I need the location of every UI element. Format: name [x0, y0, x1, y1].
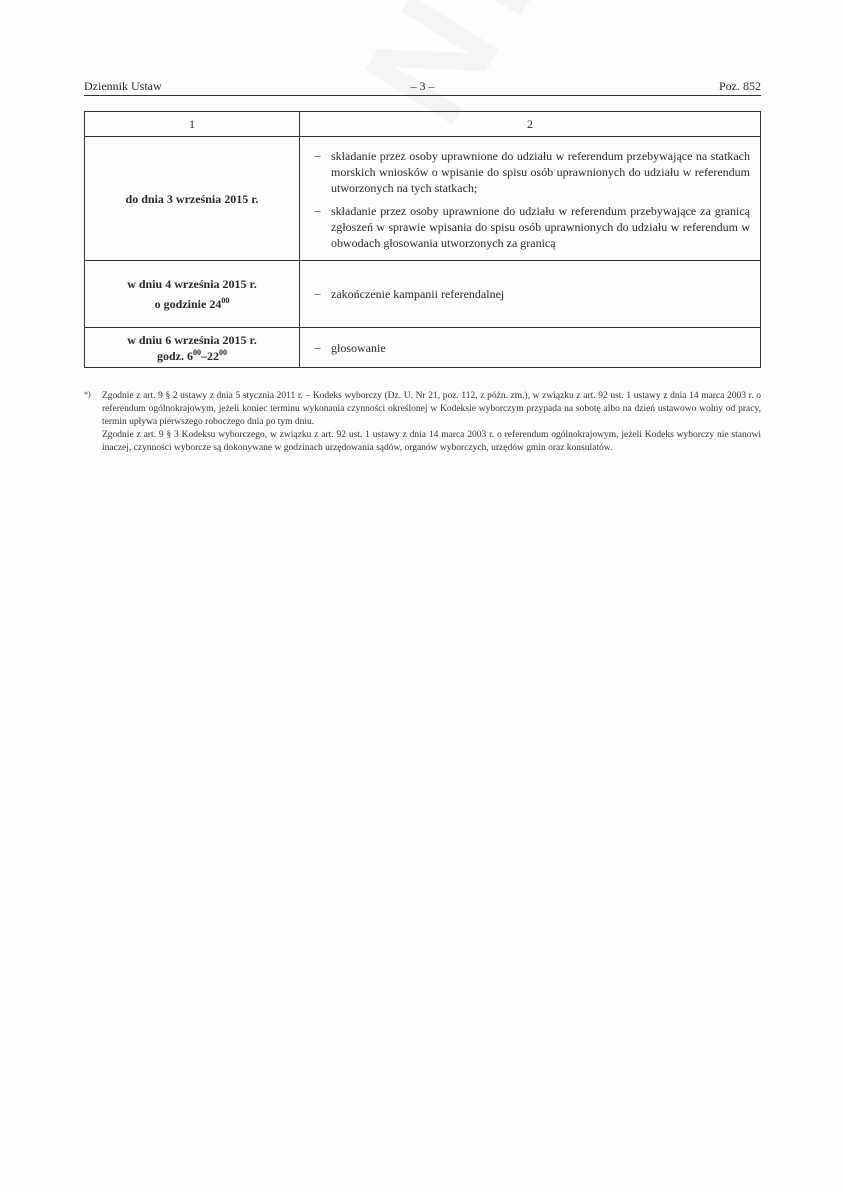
- item-text: zakończenie kampanii referendalnej: [331, 287, 505, 301]
- list-item: [300, 148, 760, 196]
- time-minutes: 00: [221, 296, 230, 305]
- time-minutes: 00: [193, 347, 201, 357]
- list-item: [300, 286, 760, 302]
- time-minutes: 00: [219, 347, 227, 357]
- footnote: [84, 390, 761, 455]
- dash: –: [314, 148, 321, 162]
- schedule-table: [84, 111, 761, 368]
- page-header: [84, 79, 761, 96]
- row-description: [300, 328, 761, 368]
- row-date: [85, 328, 300, 368]
- footnote-mark: *): [84, 390, 91, 399]
- row-description: [300, 261, 761, 328]
- date-line-2: [93, 348, 291, 364]
- dash: –: [314, 203, 321, 217]
- date-line-1: w dniu 6 września 2015 r.: [127, 332, 257, 347]
- item-text: składanie przez osoby uprawnione do udziału w referendum przebywające za granicą zgłoszeń w sprawie wpisania do spisu osób uprawnionych do udziału w referendum w obwodach głosowania utworzonych za granicą: [331, 204, 750, 250]
- table-row: [85, 137, 761, 261]
- row-date: [85, 261, 300, 328]
- column-2-header: 2: [300, 112, 761, 137]
- time-prefix: o godzinie 24: [154, 297, 222, 311]
- time-mid: –22: [201, 348, 219, 363]
- row-date: do dnia 3 września 2015 r.: [85, 137, 300, 261]
- list-item: [300, 203, 760, 251]
- table-row: [85, 261, 761, 328]
- dash: –: [314, 286, 321, 300]
- item-text: składanie przez osoby uprawnione do udziału w referendum przebywające na statkach morskich wniosków o wpisanie do spisu osób uprawnionych do udziału w referendum utworzonych na tych statkach;: [331, 149, 750, 195]
- column-1-header: 1: [85, 112, 300, 137]
- date-line-2: [93, 294, 291, 314]
- item-text: głosowanie: [331, 340, 386, 355]
- dash: –: [314, 339, 321, 354]
- row-description: [300, 137, 761, 261]
- position-number: Poz. 852: [719, 79, 761, 93]
- page-number: – 3 –: [410, 79, 435, 93]
- journal-title: Dziennik Ustaw: [84, 79, 162, 93]
- date-line-1: w dniu 4 września 2015 r.: [127, 277, 257, 291]
- table-row: [85, 328, 761, 368]
- footnote-paragraph-1: Zgodnie z art. 9 § 2 ustawy z dnia 5 stycznia 2011 r. – Kodeks wyborczy (Dz. U. Nr 21, poz. 112, z późn. zm.), w związku z art. 92 ust. 1 ustawy z dnia 14 marca 2003 r. o referendum ogólnokrajowym, jeżeli koniec terminu wykonania czynności określonej w Kodeksie wyborczym przypada na sobotę albo na dzień ustawowo wolny od pracy, termin upływa pierwszego roboczego dnia po tym dniu.: [102, 391, 761, 427]
- footnote-paragraph-2: Zgodnie z art. 9 § 3 Kodeksu wyborczego, w związku z art. 92 ust. 1 ustawy z dnia 14 marca 2003 r. o referendum ogólnokrajowym, jeżeli Kodeks wyborczy nie stanowi inaczej, czynności wyborcze są dokonywane w godzinach urzędowania sądów, organów wyborczych, urzędów gmin oraz konsulatów.: [102, 430, 761, 453]
- table-header-row: [85, 112, 761, 137]
- time-prefix: godz. 6: [157, 348, 193, 363]
- list-item: [300, 340, 760, 356]
